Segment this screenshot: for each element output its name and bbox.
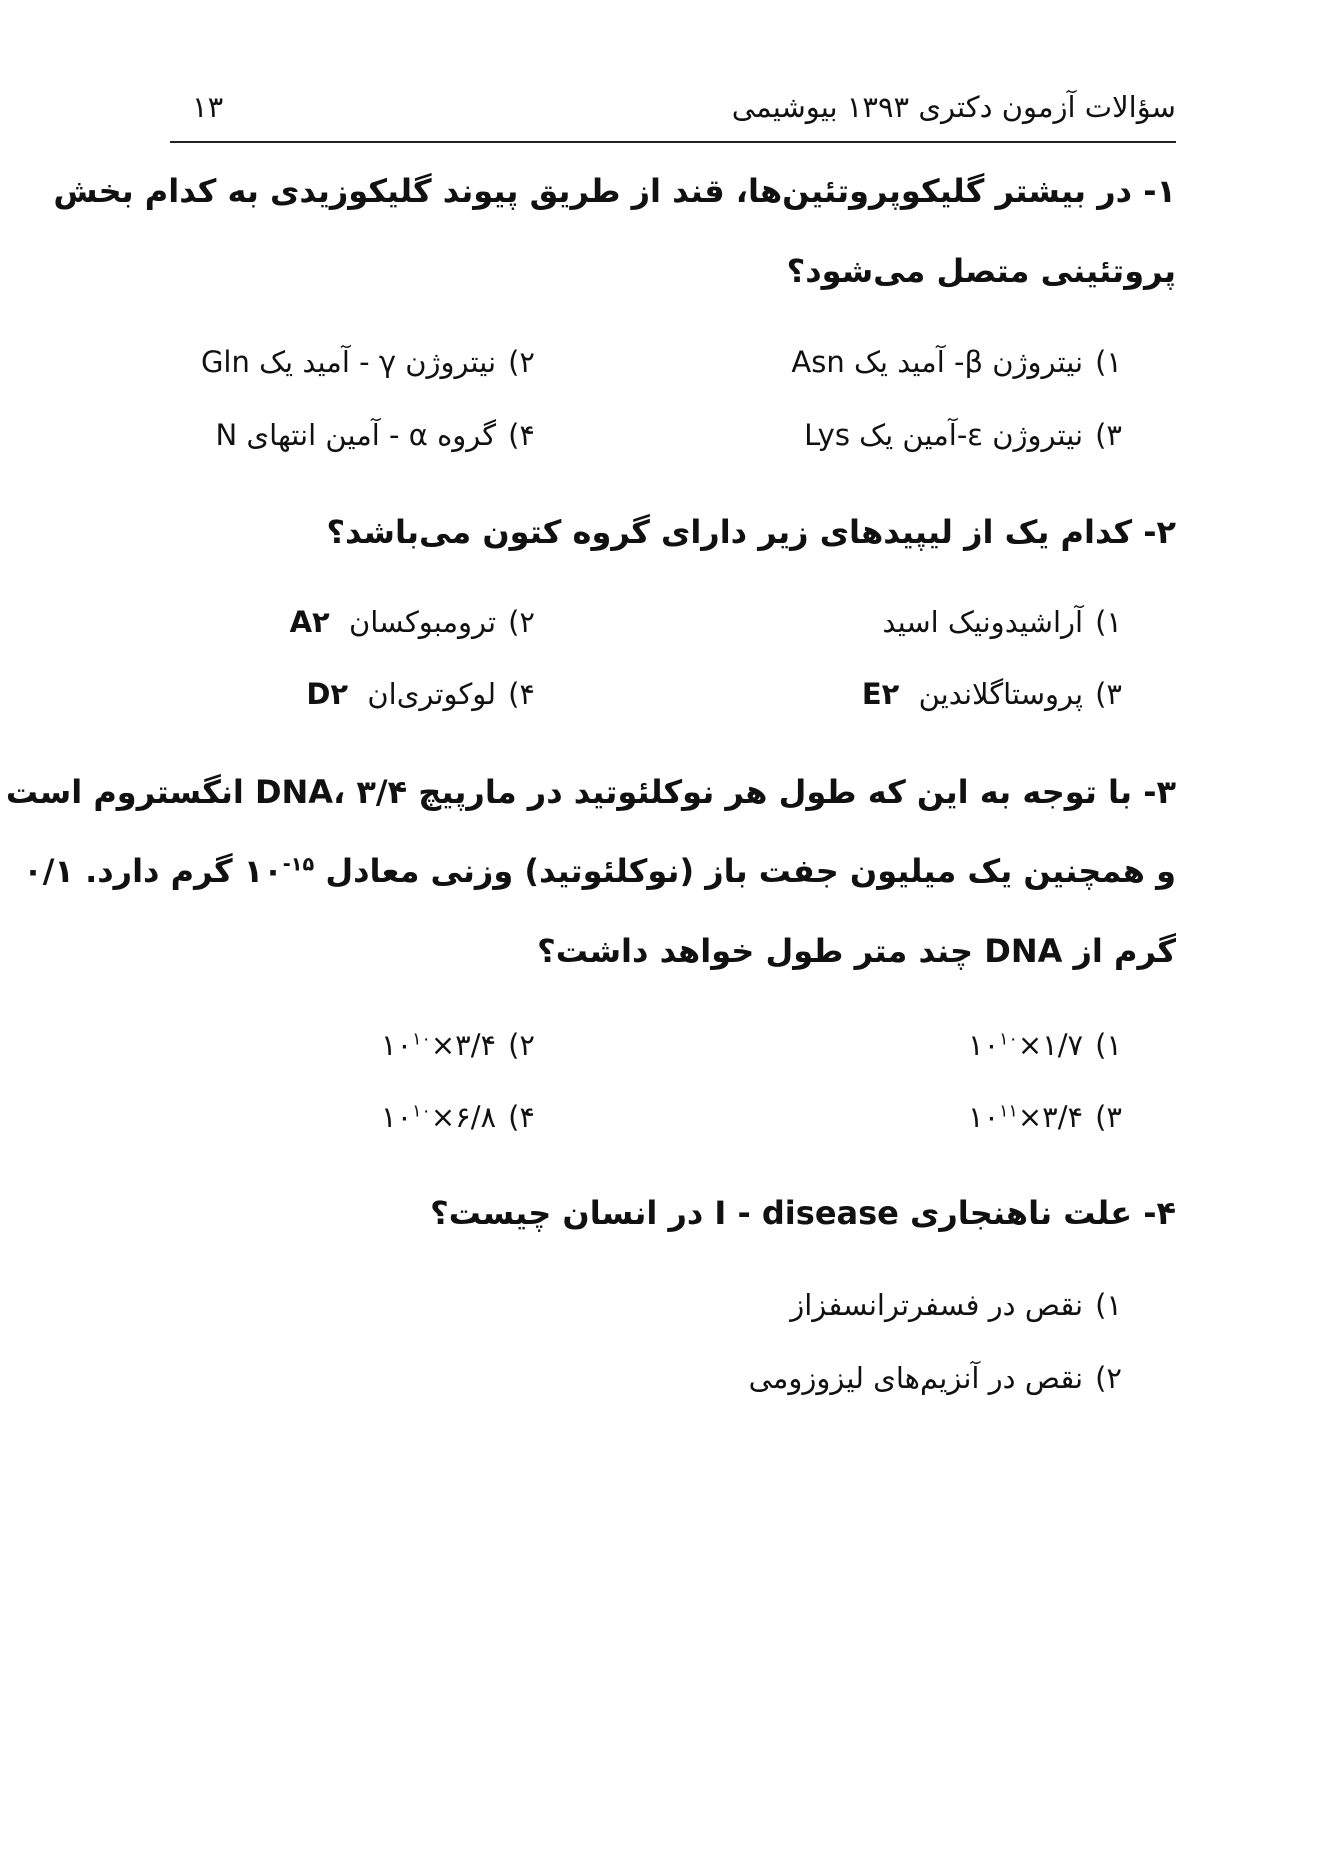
mantissa: ۳/۴×۱۰ <box>381 1028 497 1062</box>
option-value <box>968 1100 1083 1134</box>
question-2-line-1: ۲- کدام یک از لیپیدهای زیر دارای گروه کتون می‌باشد؟ <box>326 513 1176 551</box>
page-header <box>170 86 1176 143</box>
option-number: ۱) <box>1095 345 1122 379</box>
option-text: آراشیدونیک اسید <box>882 605 1084 639</box>
option-text: لوکوتری‌ان <box>367 677 497 711</box>
question-2-option-4 <box>306 677 535 711</box>
option-number: ۴) <box>508 677 535 711</box>
question-1-option-3 <box>804 418 1122 452</box>
option-subscript-label: A۲ <box>289 605 330 639</box>
option-subscript-label: E۲ <box>861 677 900 711</box>
mantissa: ۳/۴×۱۰ <box>968 1100 1084 1134</box>
option-number: ۱) <box>1095 1288 1122 1322</box>
question-3-option-3 <box>968 1100 1122 1134</box>
option-number: ۴) <box>508 1100 535 1134</box>
option-text: پروستاگلاندین <box>918 677 1084 711</box>
question-3-option-4 <box>381 1100 535 1134</box>
question-4-option-2 <box>749 1361 1122 1395</box>
question-4-option-1 <box>790 1288 1122 1322</box>
question-2-option-2 <box>290 605 535 639</box>
question-3-line-3: گرم از DNA چند متر طول خواهد داشت؟ <box>537 932 1176 970</box>
option-value <box>381 1100 496 1134</box>
option-subscript-label: D۲ <box>306 677 349 711</box>
option-number: ۲) <box>508 1028 535 1062</box>
option-text: نقص در فسفرترانسفزاز <box>790 1288 1084 1322</box>
question-1-line-1: ۱- در بیشتر گلیکوپروتئین‌ها، قند از طریق پیوند گلیکوزیدی به کدام بخش <box>53 172 1176 210</box>
option-number: ۱) <box>1095 605 1122 639</box>
exponent: ۱۰ <box>999 1029 1018 1050</box>
option-text: نیتروژن γ - آمید یک Gln <box>200 345 497 379</box>
question-2-option-1 <box>882 605 1122 639</box>
power-exponent: -۱۵ <box>282 852 315 876</box>
question-1-option-4 <box>215 418 535 452</box>
option-text: نقص در آنزیم‌های لیزوزومی <box>748 1361 1084 1395</box>
option-number: ۲) <box>508 345 535 379</box>
question-1-line-2: پروتئینی متصل می‌شود؟ <box>786 252 1176 290</box>
line-text-start: و همچنین یک میلیون جفت باز (نوکلئوتید) وزنی معادل <box>325 852 1176 890</box>
mantissa: ۶/۸×۱۰ <box>381 1100 497 1134</box>
option-number: ۳) <box>1095 418 1122 452</box>
option-number: ۲) <box>1095 1361 1122 1395</box>
question-3-line-1: ۳- با توجه به این که طول هر نوکلئوتید در مارپیچ DNA، ۳/۴ انگستروم است <box>5 773 1176 811</box>
mantissa: ۱/۷×۱۰ <box>968 1028 1084 1062</box>
option-number: ۱) <box>1095 1028 1122 1062</box>
question-1-option-1 <box>791 345 1122 379</box>
scientific-value <box>244 852 314 890</box>
question-1-option-2 <box>201 345 535 379</box>
option-value <box>381 1028 496 1062</box>
question-4-line-1: ۴- علت ناهنجاری I - disease در انسان چیست؟ <box>430 1194 1176 1232</box>
exponent: ۱۰ <box>412 1029 431 1050</box>
question-3-option-2 <box>381 1028 535 1062</box>
exponent: ۱۱ <box>999 1101 1018 1122</box>
option-number: ۳) <box>1095 1100 1122 1134</box>
option-number: ۲) <box>508 605 535 639</box>
page-number: ۱۳ <box>192 90 224 124</box>
question-3-line-2 <box>23 852 1176 890</box>
question-3-option-1 <box>968 1028 1122 1062</box>
option-text: نیتروژن ε-آمین یک Lys <box>804 418 1084 452</box>
question-2-option-3 <box>862 677 1122 711</box>
option-number: ۴) <box>508 418 535 452</box>
power-base: ۱۰ <box>243 852 283 890</box>
exponent: ۱۰ <box>412 1101 431 1122</box>
option-number: ۳) <box>1095 677 1122 711</box>
line-text-end: گرم دارد. ۰/۱ <box>23 852 233 890</box>
option-text: نیتروژن β- آمید یک Asn <box>791 345 1084 379</box>
option-text: ترومبوکسان <box>348 605 497 639</box>
option-text: گروه α - آمین انتهای N <box>215 418 497 452</box>
header-title: سؤالات آزمون دکتری ۱۳۹۳ بیوشیمی <box>731 90 1176 124</box>
option-value <box>968 1028 1083 1062</box>
